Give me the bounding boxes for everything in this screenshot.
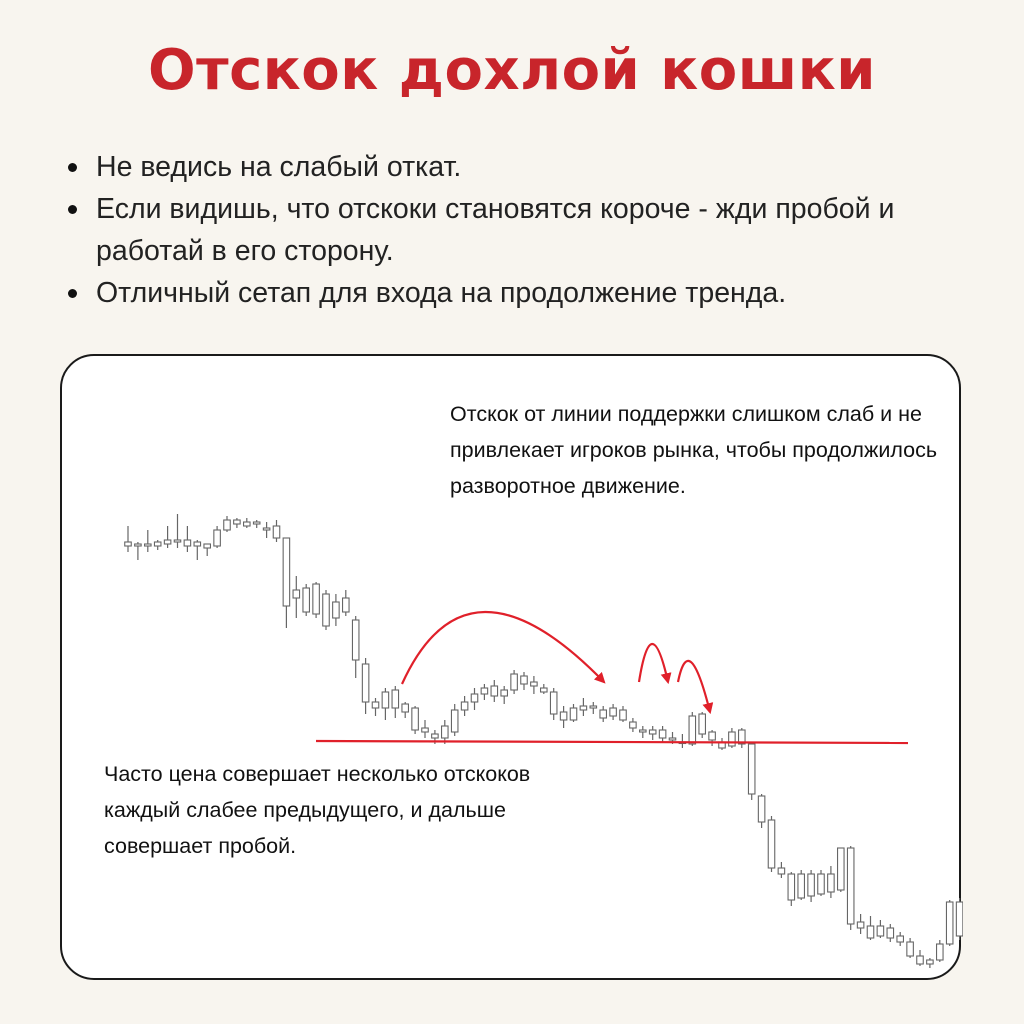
candle (352, 616, 359, 678)
candle (620, 706, 627, 722)
candle (174, 514, 181, 548)
candle-body (253, 522, 260, 524)
candle-body (689, 716, 696, 744)
candle-body (649, 730, 656, 734)
candle (392, 686, 399, 718)
candle (402, 702, 409, 718)
candle-body (382, 692, 389, 708)
candle-body (570, 708, 577, 720)
candle-body (531, 682, 538, 686)
candle-body (788, 874, 795, 900)
candle (798, 870, 805, 900)
candle (847, 846, 854, 930)
candle (689, 712, 696, 746)
candle (273, 520, 280, 542)
candle (659, 726, 666, 742)
candle (531, 676, 538, 694)
annotation-top: Отскок от линии поддержки слишком слаб и не привлекает игроков рынка, чтобы продолжилось разворотное движение. (450, 402, 938, 498)
candle (758, 794, 765, 828)
candle-body (491, 686, 498, 696)
candle-body (204, 544, 211, 548)
candle (699, 712, 706, 738)
bullet-item: Если видишь, что отскоки становятся короче - жди пробой и работай в его сторону. (64, 188, 964, 272)
candle (956, 898, 963, 940)
candle-body (214, 530, 221, 546)
candle (263, 522, 270, 538)
candle (768, 816, 775, 872)
candle-body (283, 538, 290, 606)
candle-body (956, 902, 963, 936)
candle-body (521, 676, 528, 684)
candle-body (828, 874, 835, 892)
candle (491, 680, 498, 702)
candle-body (778, 868, 785, 874)
candle (788, 872, 795, 906)
candle (164, 526, 171, 548)
candle (739, 728, 746, 748)
candle-body (758, 796, 765, 822)
candle (481, 684, 488, 700)
candle (570, 704, 577, 722)
candle (917, 950, 924, 966)
candle (927, 958, 934, 968)
candle (649, 726, 656, 740)
candle-body (907, 942, 914, 956)
candle-body (293, 590, 300, 598)
candle (719, 738, 726, 750)
candle (808, 870, 815, 902)
candle (283, 538, 290, 628)
candle-body (362, 664, 369, 702)
candle (600, 706, 607, 722)
candle (145, 530, 152, 552)
candle (511, 670, 517, 694)
candle-body (640, 730, 647, 732)
candle-body (451, 710, 458, 732)
candle-body (560, 712, 567, 720)
candle-body (511, 674, 517, 690)
candle-body (402, 704, 409, 712)
candle-body (372, 702, 379, 708)
candle-body (946, 902, 953, 944)
candle-body (610, 708, 617, 716)
candle-body (501, 690, 508, 696)
candle-body (442, 726, 449, 738)
candle-body (323, 594, 330, 626)
candle (244, 518, 251, 528)
candle-body (224, 520, 231, 530)
candle (422, 720, 429, 738)
candle-body (709, 732, 716, 740)
candle (590, 702, 597, 714)
candle-body (927, 960, 934, 964)
candle (224, 516, 231, 532)
candle-body (580, 706, 587, 710)
candle-body (174, 540, 181, 542)
candle-body (461, 702, 468, 710)
candle (382, 688, 389, 720)
candle-body (798, 874, 805, 898)
candle-body (590, 706, 597, 708)
bullet-item: Отличный сетап для входа на продолжение тренда. (64, 272, 964, 314)
candle-body (659, 730, 666, 738)
candle (610, 704, 617, 720)
candle (303, 584, 310, 616)
candle-body (887, 928, 894, 938)
support-line (316, 741, 908, 743)
candle (372, 698, 379, 716)
candle-body (600, 710, 607, 718)
bounce-arrow-large (402, 612, 604, 684)
candle-body (541, 688, 548, 692)
candle-body (857, 922, 864, 928)
candle (501, 686, 508, 704)
bullet-list (64, 146, 964, 314)
candle (818, 870, 825, 896)
candle (214, 526, 221, 548)
candle-body (937, 944, 944, 960)
candle (343, 590, 350, 616)
candle (580, 698, 587, 716)
candle-body (352, 620, 359, 660)
candle-body (412, 708, 419, 730)
candle (125, 526, 132, 552)
candle (550, 688, 557, 720)
candle (748, 742, 755, 800)
bounce-arrow-medium (639, 644, 668, 682)
candle (521, 672, 528, 690)
candle (887, 924, 894, 942)
candle (946, 900, 953, 946)
candle-body (343, 598, 350, 612)
candle (293, 576, 300, 618)
candle (313, 582, 320, 618)
candle-body (145, 544, 152, 546)
candle (937, 940, 944, 962)
candle (451, 704, 458, 736)
candle (709, 730, 716, 746)
candle (828, 866, 835, 898)
candle (867, 916, 874, 940)
candle-body (125, 542, 132, 546)
candle-body (333, 602, 340, 618)
candle (907, 938, 914, 958)
candle (877, 920, 884, 938)
candle-body (808, 874, 815, 896)
candle (461, 696, 468, 716)
candle (640, 726, 647, 738)
candle (897, 932, 904, 946)
candle-body (768, 820, 775, 868)
candle-body (234, 520, 241, 524)
candle-body (847, 848, 854, 924)
candle-body (154, 542, 161, 546)
candle-body (313, 584, 320, 614)
candle (234, 518, 241, 528)
candle-body (135, 544, 142, 546)
candle-body (550, 692, 557, 714)
candle (135, 542, 142, 560)
candle-body (263, 528, 270, 530)
candle-body (867, 926, 874, 938)
candle-body (273, 526, 280, 538)
candle-body (194, 542, 201, 546)
candle (362, 658, 369, 714)
candle (541, 684, 548, 694)
bullet-item: Не ведись на слабый откат. (64, 146, 964, 188)
candle (333, 594, 340, 626)
candle (560, 706, 567, 728)
candle (630, 718, 637, 732)
candle (471, 688, 478, 710)
page-title: Отскок дохлой кошки (148, 38, 876, 103)
candle-body (620, 710, 627, 720)
candle-body (748, 744, 755, 794)
candle (838, 848, 845, 892)
candle (679, 734, 686, 748)
candle (323, 590, 330, 630)
candle-body (917, 956, 924, 964)
candle (857, 914, 864, 934)
chart-card (60, 354, 961, 980)
candle-body (471, 694, 478, 702)
annotation-bottom: Часто цена совершает несколько отскоков каждый слабее предыдущего, и дальше совершает пробой. (104, 762, 531, 858)
candle-body (303, 588, 310, 612)
bounce-arrow-breakout (678, 661, 710, 712)
candle (184, 526, 191, 552)
candle (729, 728, 736, 748)
candle-body (244, 522, 251, 526)
candle-body (184, 540, 191, 546)
candle (778, 862, 785, 878)
candle (412, 706, 419, 734)
candle-body (897, 936, 904, 942)
candle-body (838, 848, 845, 890)
candle-body (818, 874, 825, 894)
candle (194, 540, 201, 560)
candle-body (669, 738, 676, 740)
candle-body (481, 688, 488, 694)
candle-body (699, 714, 706, 734)
candle (204, 544, 211, 556)
candle (154, 540, 161, 550)
candle (253, 520, 260, 528)
candle-body (164, 540, 171, 544)
candle-body (432, 734, 439, 738)
candle-body (877, 926, 884, 936)
candle-body (630, 722, 637, 728)
candle-body (729, 732, 736, 746)
candle-body (422, 728, 429, 732)
candle-body (392, 690, 399, 708)
